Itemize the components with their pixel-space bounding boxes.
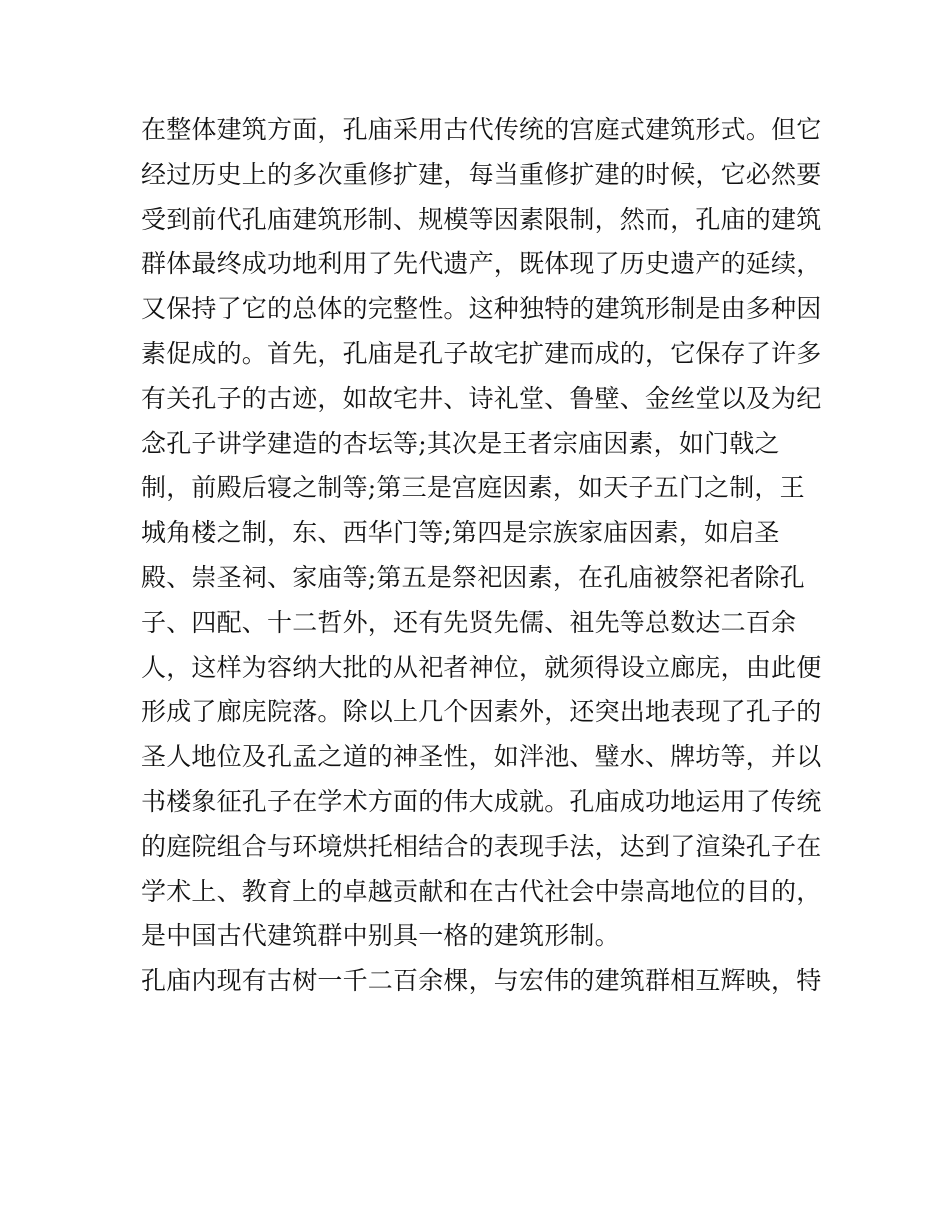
body-text <box>141 108 821 1004</box>
text-line: 有关孔子的古迹，如故宅井、诗礼堂、鲁壁、金丝堂以及为纪 <box>141 383 822 413</box>
text-line: 在整体建筑方面，孔庙采用古代传统的宫庭式建筑形式。但它 <box>141 115 822 144</box>
text-line: 制，前殿后寝之制等;第三是宫庭因素，如天子五门之制，王 <box>141 473 805 503</box>
text-line: 城角楼之制，东、西华门等;第四是宗族家庙因素，如启圣 <box>141 518 780 548</box>
text-line: 念孔子讲学建造的杏坛等;其次是王者宗庙因素，如门戟之 <box>141 428 780 458</box>
text-line: 形成了廊庑院落。除以上几个因素外，还突出地表现了孔子的 <box>141 697 822 727</box>
text-line: 经过历史上的多次重修扩建，每当重修扩建的时候，它必然要 <box>141 159 822 189</box>
text-line: 人，这样为容纳大批的从祀者神位，就须得设立廊庑，由此便 <box>141 652 822 682</box>
text-line: 子、四配、十二哲外，还有先贤先儒、祖先等总数达二百余 <box>141 607 797 637</box>
text-line: 书楼象征孔子在学术方面的伟大成就。孔庙成功地运用了传统 <box>141 786 822 816</box>
text-line: 是中国古代建筑群中别具一格的建筑形制。 <box>141 921 620 951</box>
text-line: 又保持了它的总体的完整性。这种独特的建筑形制是由多种因 <box>141 294 822 324</box>
text-line: 孔庙内现有古树一千二百余棵，与宏伟的建筑群相互辉映，特 <box>141 966 822 996</box>
text-line: 群体最终成功地利用了先代遗产，既体现了历史遗产的延续， <box>141 249 822 279</box>
text-line: 圣人地位及孔孟之道的神圣性，如泮池、璧水、牌坊等，并以 <box>141 742 822 772</box>
text-line: 素促成的。首先，孔庙是孔子故宅扩建而成的，它保存了许多 <box>141 338 822 368</box>
text-line: 的庭院组合与环境烘托相结合的表现手法，达到了渲染孔子在 <box>141 831 822 861</box>
text-line: 殿、崇圣祠、家庙等;第五是祭祀因素，在孔庙被祭祀者除孔 <box>141 562 805 592</box>
text-line: 学术上、教育上的卓越贡献和在古代社会中崇高地位的目的， <box>141 876 822 906</box>
text-line: 受到前代孔庙建筑形制、规模等因素限制，然而，孔庙的建筑 <box>141 204 822 234</box>
